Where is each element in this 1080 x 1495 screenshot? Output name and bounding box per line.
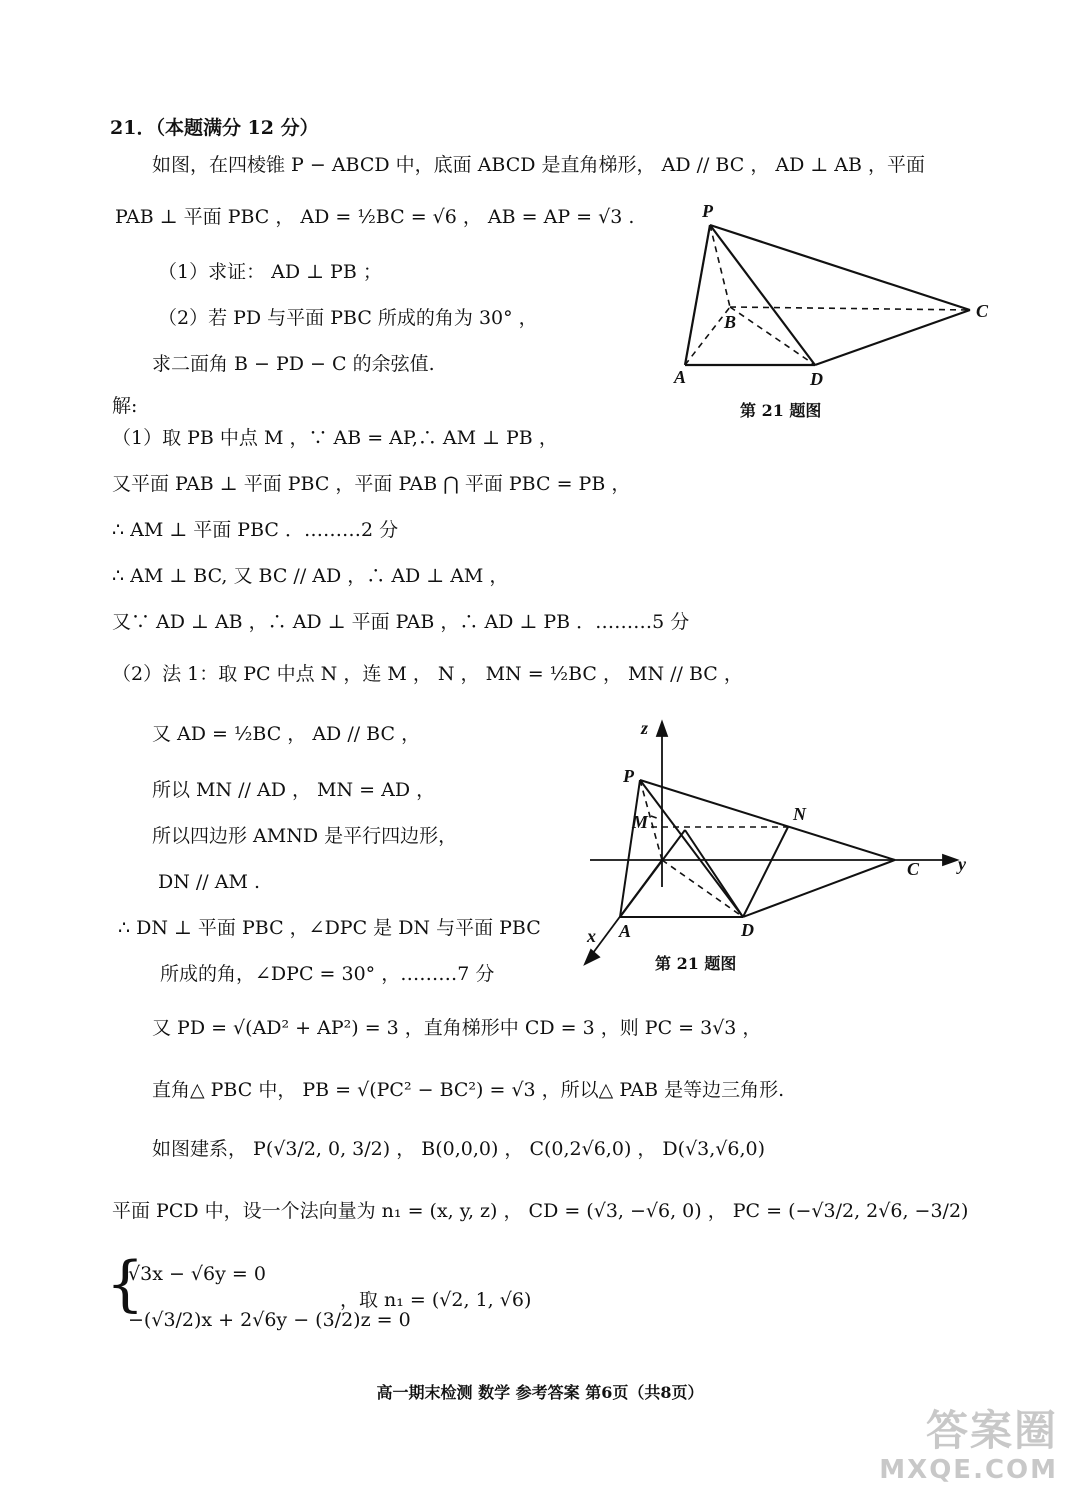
system-result: ，取 n₁ = (√2, 1, √6): [340, 1289, 532, 1311]
edge-bd-hidden: [730, 307, 815, 365]
solution-line-3: ∴ AM ⊥ BC, 又 BC // AD ，∴ AD ⊥ AM ，: [112, 565, 509, 587]
system-eq1: √3x − √6y = 0: [128, 1263, 266, 1285]
solution-line-8: 所以四边形 AMND 是平行四边形，: [152, 825, 458, 847]
label2-c: C: [907, 859, 920, 879]
system-brace: {: [106, 1249, 145, 1319]
label2-d: D: [741, 920, 754, 940]
pyramid-figure-1: [660, 195, 1000, 395]
edge-dc: [815, 310, 970, 365]
axis-x-arrow: [585, 950, 599, 964]
solution-line-15: 平面 PCD 中，设一个法向量为 n₁ = (x, y, z) ， CD = (√3, −√6, 0) ， PC = (−√3/2, 2√6, −3/2): [112, 1200, 969, 1222]
solution-line-13: 直角△ PBC 中， PB = √(PC² − BC²) = √3 ，所以△ PAB 是等边三角形.: [152, 1079, 785, 1101]
figure2-caption: 第 21 题图: [655, 954, 737, 973]
question-part1: （1）求证： AD ⊥ PB ；: [158, 261, 382, 283]
axis-y-arrow: [943, 855, 957, 865]
watermark-en: MXQE.COM: [879, 1455, 1058, 1485]
label2-m: M: [632, 812, 649, 832]
solution-line-12: 又 PD = √(AD² + AP²) = 3 ，直角梯形中 CD = 3 ，则 PC = 3√3 ，: [152, 1017, 762, 1039]
edge2-dc: [743, 860, 895, 917]
label-p: P: [702, 201, 713, 221]
question-part2a: （2）若 PD 与平面 PBC 所成的角为 30° ，: [158, 307, 538, 329]
label2-p: P: [623, 766, 634, 786]
label-a: A: [674, 367, 687, 387]
label-b: B: [724, 312, 737, 332]
figure1-caption: 第 21 题图: [740, 401, 822, 420]
edge2-bd-hidden: [662, 860, 743, 917]
solution-line-6: 又 AD = ½BC ， AD // BC ，: [152, 723, 421, 745]
solution-heading: 解:: [112, 395, 138, 417]
edge2-md: [685, 830, 743, 917]
pyramid-figure-2: [575, 712, 975, 967]
solution-line-0: （1）取 PB 中点 M ，∵ AB = AP,∴ AM ⊥ PB ，: [112, 427, 558, 449]
solution-line-4: 又∵ AD ⊥ AB ，∴ AD ⊥ 平面 PAB ，∴ AD ⊥ PB ．………5 分: [112, 611, 690, 633]
watermark-logo: [879, 1407, 1058, 1485]
solution-line-10: ∴ DN ⊥ 平面 PBC ，∠DPC 是 DN 与平面 PBC: [118, 917, 541, 939]
label2-x: x: [587, 926, 596, 946]
edge-bc-hidden: [730, 307, 970, 310]
edge2-m-hidden: [651, 816, 662, 820]
solution-line-11: 所成的角，∠DPC = 30° ，………7 分: [160, 963, 495, 985]
question-heading: 21．（本题满分 12 分）: [110, 117, 319, 139]
label2-n: N: [793, 804, 806, 824]
edge-pa: [685, 225, 710, 365]
label2-z: z: [641, 718, 649, 738]
edge-pc: [710, 225, 970, 310]
question-stem-line1: 如图，在四棱锥 P − ABCD 中，底面 ABCD 是直角梯形， AD // BC ， AD ⊥ AB ，平面: [152, 154, 925, 176]
label2-a: A: [619, 921, 632, 941]
page-footer: 高一期末检测 数学 参考答案 第6页（共8页）: [376, 1383, 704, 1402]
edge2-pa: [620, 780, 640, 917]
edge-pd: [710, 225, 815, 365]
label2-y: y: [958, 854, 966, 874]
solution-line-2: ∴ AM ⊥ 平面 PBC ．………2 分: [112, 519, 399, 541]
axis-z-arrow: [657, 722, 667, 736]
label-c: C: [976, 301, 989, 321]
solution-line-14: 如图建系， P(√3/2, 0, 3/2) ， B(0,0,0) ， C(0,2√6,0) ， D(√3,√6,0): [152, 1138, 766, 1160]
system-eq2: −(√3/2)x + 2√6y − (3/2)z = 0: [128, 1309, 411, 1331]
solution-line-5: （2）法 1：取 PC 中点 N ，连 M ， N ， MN = ½BC ， MN // BC ，: [112, 663, 743, 685]
question-part2b: 求二面角 B − PD − C 的余弦值.: [152, 353, 435, 375]
edge2-pc: [640, 780, 895, 860]
watermark-cn: 答案圈: [925, 1406, 1058, 1455]
question-stem-line2: PAB ⊥ 平面 PBC ， AD = ½BC = √6 ， AB = AP = √3 .: [115, 206, 635, 228]
solution-line-1: 又平面 PAB ⊥ 平面 PBC ，平面 PAB ⋂ 平面 PBC = PB ，: [112, 473, 631, 495]
solution-line-9: DN // AM .: [158, 871, 260, 893]
edge2-pd: [640, 780, 743, 917]
label-d: D: [810, 369, 823, 389]
solution-line-7: 所以 MN // AD ， MN = AD ，: [152, 779, 436, 801]
